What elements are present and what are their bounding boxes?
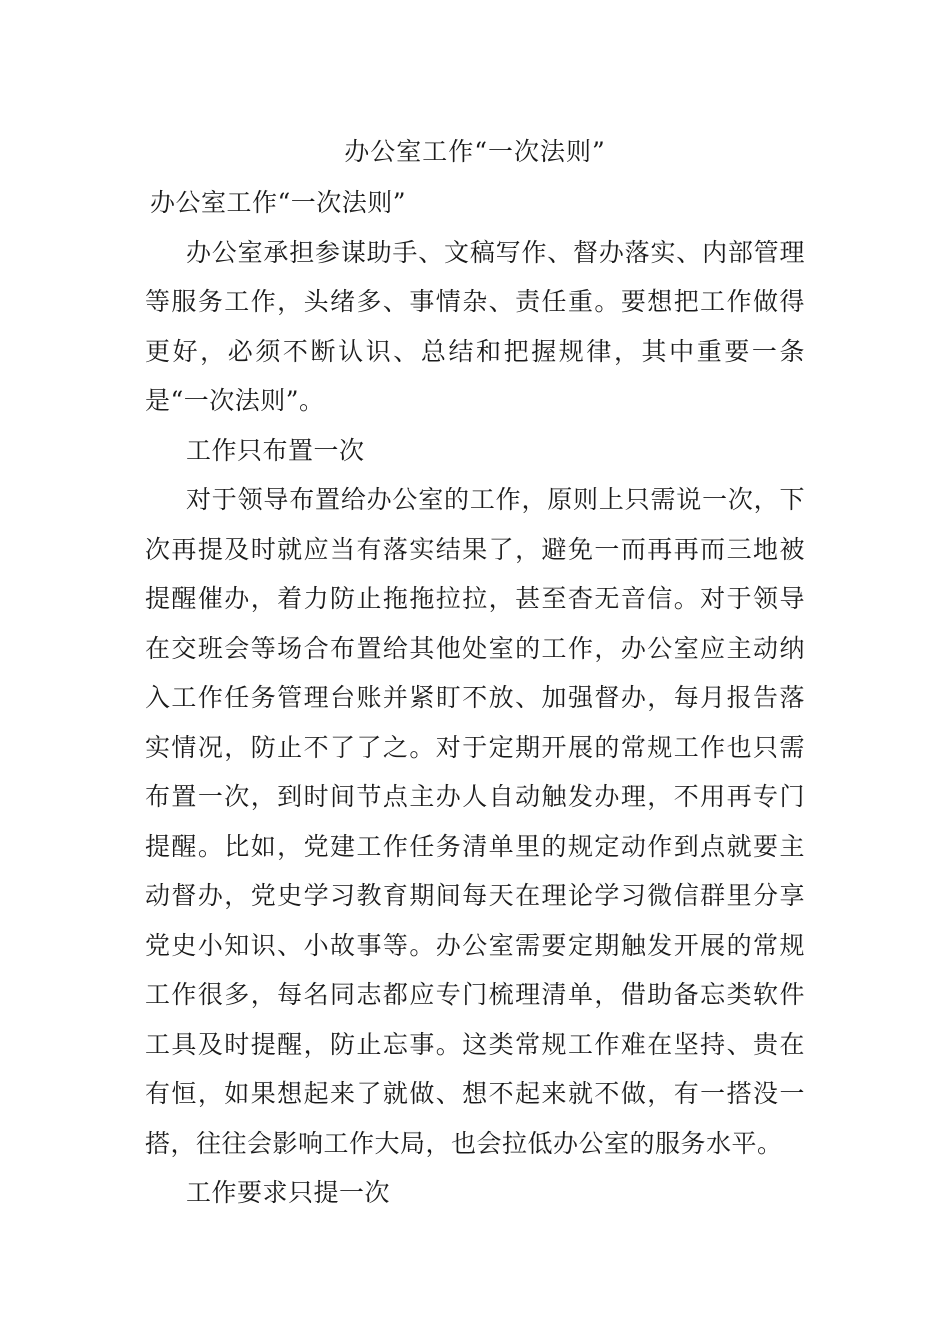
document-body	[145, 178, 805, 1218]
section-heading-require-once: 工作要求只提一次	[186, 1178, 391, 1207]
intro-paragraph: 办公室承担参谋助手、文稿写作、督办落实、内部管理等服务工作，头绪多、事情杂、责任重。要想把工作做得更好，必须不断认识、总结和把握规律，其中重要一条是“一次法则”。	[145, 237, 805, 415]
body-paragraph: 对于领导布置给办公室的工作，原则上只需说一次，下次再提及时就应当有落实结果了，避免一而再再而三地被提醒催办，着力防止拖拖拉拉，甚至杳无音信。对于领导在交班会等场合布置给其他处室的工作，办公室应主动纳入工作任务管理台账并紧盯不放、加强督办，每月报告落实情况，防止不了了之。对于定期开展的常规工作也只需布置一次，到时间节点主办人自动触发办理，不用再专门提醒。比如，党建工作任务清单里的规定动作到点就要主动督办，党史学习教育期间每天在理论学习微信群里分享党史小知识、小故事等。办公室需要定期触发开展的常规工作很多，每名同志都应专门梳理清单，借助备忘类软件工具及时提醒，防止忘事。这类常规工作难在坚持、贵在有恒，如果想起来了就做、想不起来就不做，有一搭没一搭，往往会影响工作大局，也会拉低办公室的服务水平。	[145, 485, 805, 1158]
document-subtitle: 办公室工作“一次法则”	[150, 188, 407, 217]
document-title: 办公室工作“一次法则”	[344, 137, 606, 166]
section-heading-assign-once: 工作只布置一次	[186, 435, 365, 465]
